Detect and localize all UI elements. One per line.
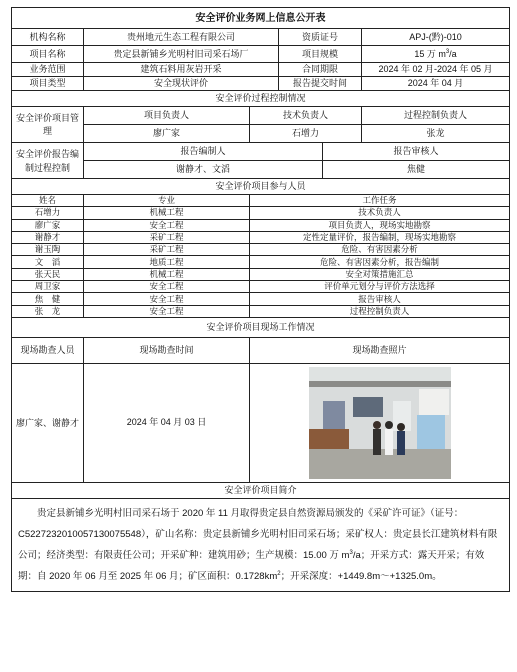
table-row bbox=[12, 207, 510, 219]
tech-leader-value: 石增力 bbox=[250, 125, 362, 143]
table-row bbox=[12, 256, 510, 268]
site-photo-image bbox=[309, 367, 451, 479]
site-section-title: 安全评价项目现场工作情况 bbox=[12, 317, 510, 337]
staff-major: 采矿工程 bbox=[84, 244, 250, 256]
staff-header-name: 姓名 bbox=[12, 195, 84, 207]
report-time-label: 报告提交时间 bbox=[279, 77, 362, 91]
project-name-value: 贵定县新铺乡光明村旧司采石场厂 bbox=[84, 46, 279, 63]
table-row bbox=[12, 231, 510, 243]
site-time-value: 2024 年 04 月 03 日 bbox=[84, 363, 250, 482]
staff-name: 谢静才 bbox=[12, 231, 84, 243]
staff-task: 危险、有害因素分析，报告编制 bbox=[250, 256, 510, 268]
staff-task: 定性定量评价，报告编制，现场实地勘察 bbox=[250, 231, 510, 243]
site-person-value: 廖广家、谢静才 bbox=[12, 363, 84, 482]
report-process-label: 安全评价报告编制过程控制 bbox=[12, 143, 84, 179]
col-project-leader: 项目负责人 bbox=[84, 107, 250, 125]
project-leader-value: 廖广家 bbox=[84, 125, 250, 143]
staff-major: 安全工程 bbox=[84, 219, 250, 231]
staff-name: 谢玉陶 bbox=[12, 244, 84, 256]
staff-major: 地质工程 bbox=[84, 256, 250, 268]
cert-label: 资质证号 bbox=[279, 29, 362, 46]
report-time-value: 2024 年 04 月 bbox=[362, 77, 510, 91]
project-management-label: 安全评价项目管理 bbox=[12, 107, 84, 143]
report-writer-value: 谢静才、文滔 bbox=[84, 161, 323, 179]
staff-task: 过程控制负责人 bbox=[250, 305, 510, 317]
staff-major: 安全工程 bbox=[84, 281, 250, 293]
staff-major: 机械工程 bbox=[84, 207, 250, 219]
col-report-writer: 报告编制人 bbox=[84, 143, 323, 161]
contract-term-value: 2024 年 02 月-2024 年 05 月 bbox=[362, 63, 510, 77]
col-process-leader: 过程控制负责人 bbox=[362, 107, 510, 125]
staff-name: 周卫家 bbox=[12, 281, 84, 293]
table-row bbox=[12, 219, 510, 231]
staff-task: 安全对策措施汇总 bbox=[250, 268, 510, 280]
col-tech-leader: 技术负责人 bbox=[250, 107, 362, 125]
org-name-value: 贵州地元生态工程有限公司 bbox=[84, 29, 279, 46]
cert-value: APJ-(黔)-010 bbox=[362, 29, 510, 46]
table-row bbox=[12, 305, 510, 317]
staff-task: 报告审核人 bbox=[250, 293, 510, 305]
staff-section-title: 安全评价项目参与人员 bbox=[12, 179, 510, 195]
staff-name: 文 滔 bbox=[12, 256, 84, 268]
staff-major: 安全工程 bbox=[84, 293, 250, 305]
col-site-photo: 现场勘查照片 bbox=[250, 337, 510, 363]
process-section-title: 安全评价过程控制情况 bbox=[12, 91, 510, 107]
staff-header-major: 专业 bbox=[84, 195, 250, 207]
table-row bbox=[12, 268, 510, 280]
intro-section-title: 安全评价项目简介 bbox=[12, 482, 510, 498]
process-leader-value: 张龙 bbox=[362, 125, 510, 143]
org-name-label: 机构名称 bbox=[12, 29, 84, 46]
col-report-reviewer: 报告审核人 bbox=[323, 143, 510, 161]
table-row bbox=[12, 293, 510, 305]
contract-term-label: 合同期限 bbox=[279, 63, 362, 77]
project-type-label: 项目类型 bbox=[12, 77, 84, 91]
staff-name: 廖广家 bbox=[12, 219, 84, 231]
page-title: 安全评价业务网上信息公开表 bbox=[12, 8, 510, 29]
disclosure-table bbox=[11, 7, 510, 592]
table-row bbox=[12, 281, 510, 293]
staff-task: 危险、有害因素分析 bbox=[250, 244, 510, 256]
staff-major: 采矿工程 bbox=[84, 231, 250, 243]
col-site-person: 现场勘查人员 bbox=[12, 337, 84, 363]
staff-task: 项目负责人，现场实地勘察 bbox=[250, 219, 510, 231]
col-site-time: 现场勘查时间 bbox=[84, 337, 250, 363]
staff-task: 评价单元划分与评价方法选择 bbox=[250, 281, 510, 293]
staff-name: 石增力 bbox=[12, 207, 84, 219]
staff-header-task: 工作任务 bbox=[250, 195, 510, 207]
project-name-label: 项目名称 bbox=[12, 46, 84, 63]
staff-major: 安全工程 bbox=[84, 305, 250, 317]
staff-name: 张天民 bbox=[12, 268, 84, 280]
project-scale-label: 项目规模 bbox=[279, 46, 362, 63]
report-reviewer-value: 焦健 bbox=[323, 161, 510, 179]
table-row bbox=[12, 244, 510, 256]
staff-task: 技术负责人 bbox=[250, 207, 510, 219]
project-scale-value: 15 万 $m^3/a$ bbox=[362, 46, 510, 63]
staff-name: 焦 健 bbox=[12, 293, 84, 305]
business-scope-label: 业务范围 bbox=[12, 63, 84, 77]
business-scope-value: 建筑石料用灰岩开采 bbox=[84, 63, 279, 77]
project-type-value: 安全现状评价 bbox=[84, 77, 279, 91]
staff-name: 张 龙 bbox=[12, 305, 84, 317]
site-inspection-photo bbox=[309, 367, 451, 479]
site-photo-cell bbox=[250, 363, 510, 482]
staff-major: 机械工程 bbox=[84, 268, 250, 280]
project-intro-text: 贵定县新铺乡光明村旧司采石场于 2020 年 11 月取得贵定县自然资源局颁发的《采矿许可证》（证号：C5227232010057130075548），矿山名称：贵定县新铺乡光明村旧司采石场；采矿权人：贵定县长江建筑材料有限公司；经济类型：有限责任公司；开采矿种：建筑用砂；生产规模：15.00 万 $m^3/a$；开采方式：露天开采；有效期：自 2020 年 06 月至 2025 年 06 月；矿区面积：$0.1728km^2$；开采深度：+1449.8m～+1325.0m。 bbox=[12, 498, 510, 591]
